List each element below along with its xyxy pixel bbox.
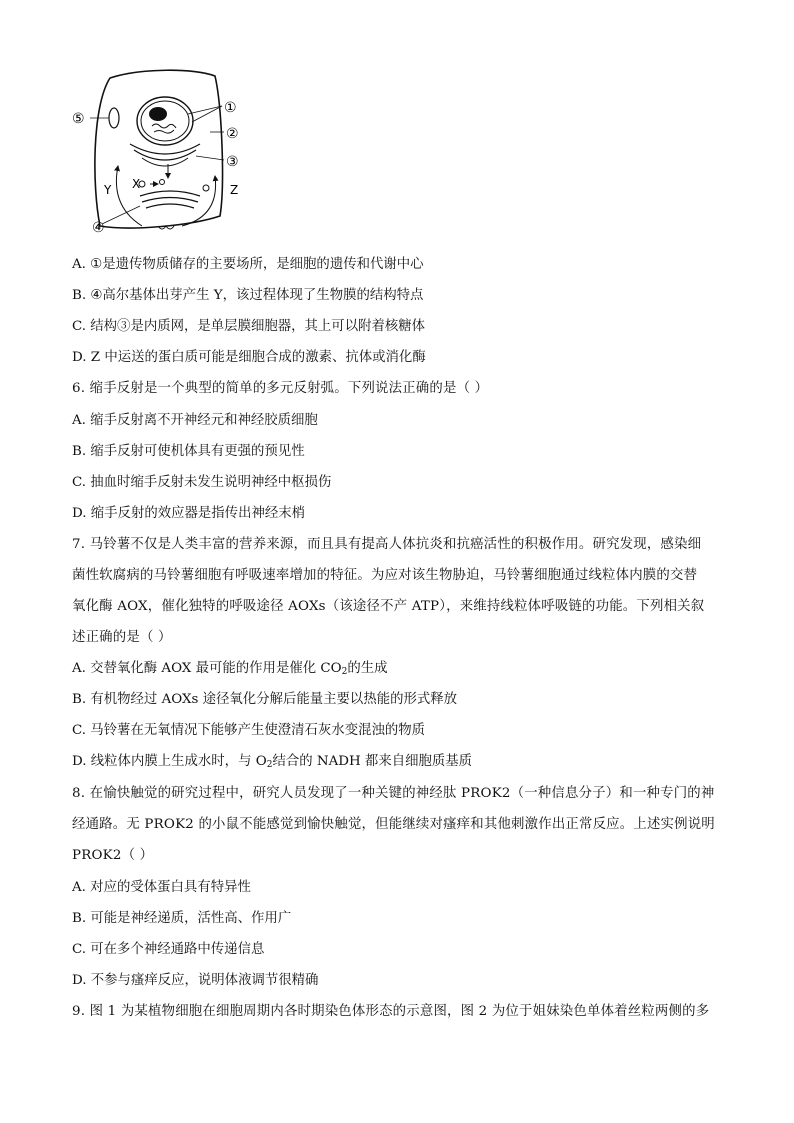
structure-5 [109,108,119,128]
q6-option-c: C. 抽血时缩手反射未发生说明神经中枢损伤 [72,475,332,490]
leader-4 [102,206,140,224]
q7-option-a-tail: 的生成 [347,661,388,676]
q7-option-a-sub: 2 [341,667,348,677]
nucleolus [149,107,167,121]
label-3: ③ [226,154,239,170]
q7-stem-line-4: 述正确的是（ ） [72,630,172,645]
q7-option-a [72,660,388,678]
leader-1b [192,106,222,122]
label-4: ④ [92,220,105,236]
q7-stem-line-3: 氧化酶 AOX，催化独特的呼吸途径 AOXs（该途径不产 ATP），来维持线粒体呼吸链的功能。下列相关叙 [72,599,705,614]
vesicle-z [203,185,209,191]
vesicle-x [160,180,165,185]
q8-option-c: C. 可在多个神经通路中传递信息 [72,942,265,957]
q8-option-b: B. 可能是神经递质，活性高、作用广 [72,911,292,926]
q6-option-d: D. 缩手反射的效应器是指传出神经末梢 [72,506,306,521]
q7-option-c: C. 马铃薯在无氧情况下能够产生使澄清石灰水变混浊的物质 [72,723,426,738]
q8-stem-line-2: 经通路。无 PROK2 的小鼠不能感觉到愉快触觉，但能继续对瘙痒和其他刺激作出正常反应。上述实例说明 [72,817,715,832]
arrow-y [116,166,142,226]
q7-stem-line-1: 7. 马铃薯不仅是人类丰富的营养来源，而且具有提高人体抗炎和抗癌活性的积极作用。研究发现，感染细 [72,537,702,552]
label-5: ⑤ [72,111,85,127]
label-1: ① [224,100,237,116]
q8-option-a: A. 对应的受体蛋白具有特异性 [72,880,251,895]
chromatin [152,124,176,133]
q5-option-a: A. ①是遗传物质储存的主要场所，是细胞的遗传和代谢中心 [72,257,424,272]
cell-diagram-svg [70,66,260,246]
label-2: ② [226,126,239,142]
golgi-1 [140,191,200,196]
q7-option-d-tail: 结合的 NADH 都来自细胞质基质 [272,754,473,769]
label-z: Z [230,183,239,197]
q5-option-d: D. Z 中运送的蛋白质可能是细胞合成的激素、抗体或消化酶 [72,350,426,365]
label-x: X [132,177,141,191]
q9-stem-line-1: 9. 图 1 为某植物细胞在细胞周期内各时期染色体形态的示意图，图 2 为位于姐妹染色单体着丝粒两侧的多 [72,1004,710,1019]
q7-option-d [72,753,472,771]
leader-3 [196,156,224,160]
q5-option-b: B. ④高尔基体出芽产生 Y，该过程体现了生物膜的结构特点 [72,288,424,303]
q7-option-a-text: A. 交替氧化酶 AOX 最可能的作用是催化 CO [72,661,342,676]
q8-stem-line-1: 8. 在愉快触觉的研究过程中，研究人员发现了一种关键的神经肽 PROK2（一种信息分子）和一种专门的神 [72,786,715,801]
nuclear-envelope-outer [137,97,193,145]
leader-1a [188,106,222,114]
q7-option-d-sub: 2 [266,760,273,770]
q6-stem: 6. 缩手反射是一个典型的简单的多元反射弧。下列说法正确的是（ ） [72,381,489,396]
label-y: Y [104,183,112,197]
golgi-2 [142,198,198,203]
q6-option-b: B. 缩手反射可使机体具有更强的预见性 [72,444,305,459]
q7-option-b: B. 有机物经过 AOXs 途径氧化分解后能量主要以热能的形式释放 [72,692,458,707]
q7-stem-line-2: 菌性软腐病的马铃薯细胞有呼吸速率增加的特征。为应对该生物胁迫，马铃薯细胞通过线粒体内膜的交替 [72,568,698,583]
nuclear-envelope-inner [141,101,189,141]
q6-option-a: A. 缩手反射离不开神经元和神经胶质细胞 [72,413,318,428]
er-curve-3 [142,158,188,166]
q8-option-d: D. 不参与瘙痒反应，说明体液调节很精确 [72,973,319,988]
cell-diagram [70,66,260,246]
q8-stem-line-3: PROK2（ ） [72,848,154,863]
golgi-3 [146,204,194,208]
q5-option-c: C. 结构③是内质网，是单层膜细胞器，其上可以附着核糖体 [72,319,426,334]
q7-option-d-text: D. 线粒体内膜上生成水时，与 O [72,754,267,769]
